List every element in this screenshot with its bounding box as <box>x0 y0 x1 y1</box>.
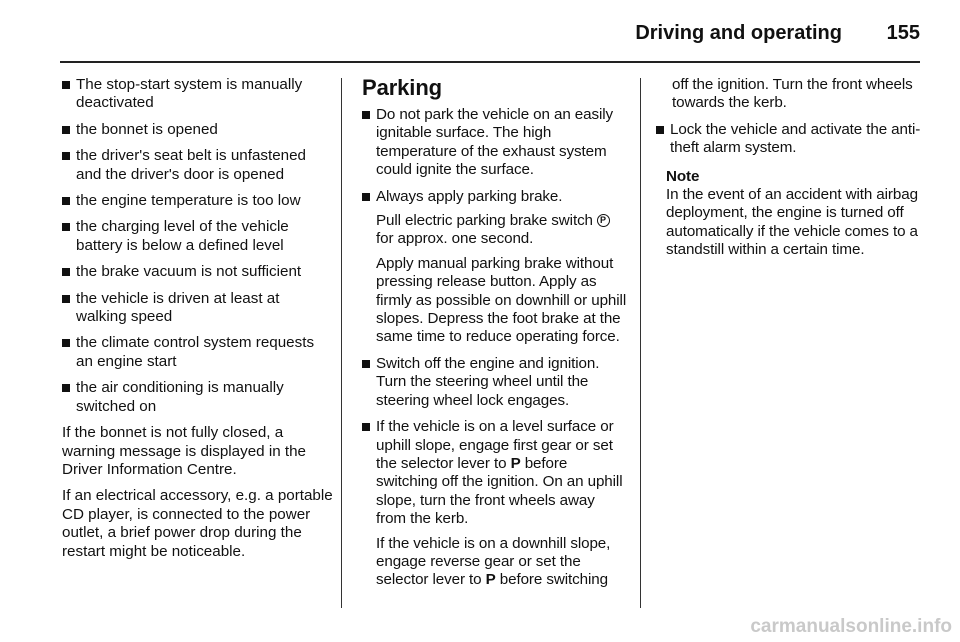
column-divider-2 <box>640 78 641 608</box>
list-item: Always apply parking brake. Pull electric parking brake switch P for approx. one second. Apply manual parking brake without pressing release button. Apply as firmly as possible on downhill or uphill slopes. Depress the foot brake at the same time to reduce operating force. <box>362 188 628 347</box>
continued-text: off the ignition. Turn the front wheels towards the kerb. <box>672 76 913 112</box>
list-item: the brake vacuum is not sufficient <box>62 263 334 281</box>
list-item: If the vehicle is on a level surface or uphill slope, engage first gear or set the selector lever to P before switching off the ignition. On an uphill slope, turn the front wheels away from the kerb. If the vehicle is on a downhill slope, engage reverse gear or set the selector lever to P before switching <box>362 418 628 590</box>
header-rule <box>60 61 920 63</box>
accessory-power-paragraph: If an electrical accessory, e.g. a portable CD player, is connected to the power outlet, a brief power drop during the restart might be noticeable. <box>62 487 333 560</box>
parking-instructions-continued-list <box>656 121 924 158</box>
bullet-square-icon <box>62 384 70 392</box>
list-item: the charging level of the vehicle battery is below a defined level <box>62 218 334 255</box>
bullet-square-icon <box>62 81 70 89</box>
section-heading-parking: Parking <box>362 75 442 100</box>
bullet-square-icon <box>362 193 370 201</box>
bullet-square-icon <box>62 339 70 347</box>
chapter-title: Driving and operating <box>635 22 842 44</box>
list-item: Do not park the vehicle on an easily ignitable surface. The high temperature of the exhaust system could ignite the surface. <box>362 106 628 180</box>
deactivation-conditions-list <box>62 76 334 416</box>
bullet-square-icon <box>62 268 70 276</box>
bullet-square-icon <box>656 126 664 134</box>
list-item: The stop-start system is manually deactivated <box>62 76 334 113</box>
bonnet-warning-paragraph: If the bonnet is not fully closed, a warning message is displayed in the Driver Information Centre. <box>62 424 306 478</box>
list-item: the air conditioning is manually switched on <box>62 379 334 416</box>
list-item: the climate control system requests an engine start <box>62 334 334 371</box>
watermark: carmanualsonline.info <box>750 616 952 637</box>
electric-brake-instruction: Pull electric parking brake switch P for approx. one second. <box>376 212 628 249</box>
bullet-square-icon <box>362 360 370 368</box>
column-2 <box>362 76 628 598</box>
note-text: In the event of an accident with airbag deployment, the engine is turned off automatically if the vehicle comes to a standstill within a certain time. <box>666 186 918 259</box>
list-item: Lock the vehicle and activate the anti-theft alarm system. <box>656 121 924 158</box>
column-1 <box>62 76 334 569</box>
list-item: the vehicle is driven at least at walking speed <box>62 290 334 327</box>
note-block <box>656 168 924 260</box>
parking-brake-icon <box>597 214 610 227</box>
manual-brake-instruction: Apply manual parking brake without pressing release button. Apply as firmly as possible on downhill or uphill slopes. Depress the foot brake at the same time to reduce operating force. <box>376 254 627 346</box>
bullet-square-icon <box>62 223 70 231</box>
column-3 <box>656 76 924 260</box>
bullet-square-icon <box>362 423 370 431</box>
bullet-square-icon <box>62 295 70 303</box>
bullet-square-icon <box>362 111 370 119</box>
note-label: Note <box>666 167 700 185</box>
list-item: the driver's seat belt is unfastened and the driver's door is opened <box>62 147 334 184</box>
bullet-square-icon <box>62 126 70 134</box>
list-item: the bonnet is opened <box>62 121 334 139</box>
page-number: 155 <box>886 22 920 44</box>
list-item: the engine temperature is too low <box>62 192 334 210</box>
downhill-instruction: If the vehicle is on a downhill slope, engage reverse gear or set the selector lever to P before switching <box>376 534 611 589</box>
parking-instructions-list <box>362 106 628 590</box>
bullet-square-icon <box>62 152 70 160</box>
list-item: Switch off the engine and ignition. Turn the steering wheel until the steering wheel lock engages. <box>362 355 628 410</box>
column-divider-1 <box>341 78 342 608</box>
bullet-square-icon <box>62 197 70 205</box>
